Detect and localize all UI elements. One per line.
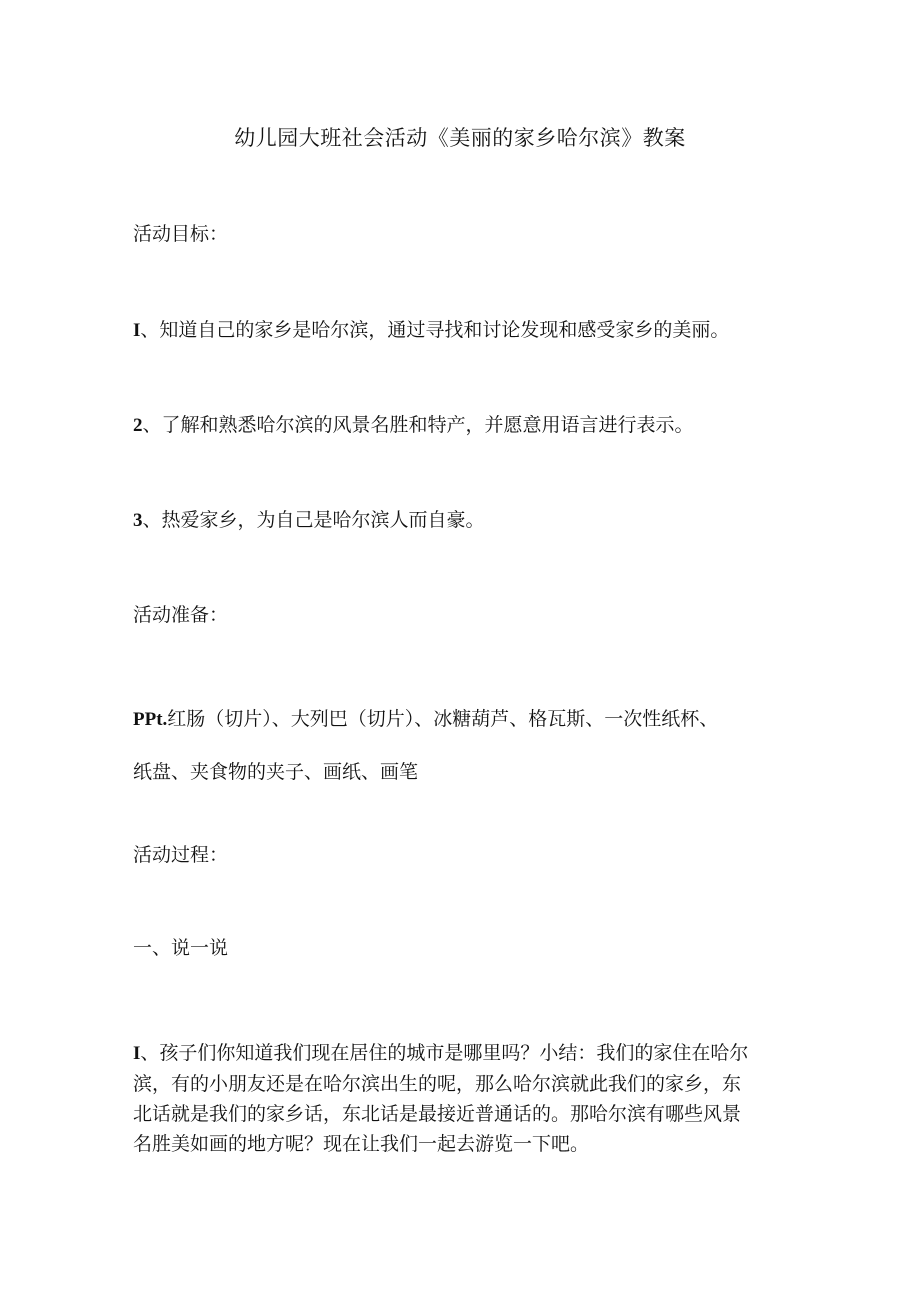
- prep-prefix: PPt.: [133, 709, 168, 730]
- process-item-1-number: I: [133, 1043, 141, 1064]
- goal-item-3: [133, 505, 793, 536]
- goal-item-2: [133, 410, 793, 441]
- process-heading: 活动过程：: [133, 844, 229, 866]
- prep-materials-line-1-text: 红肠（切片）、大列巴（切片）、冰糖葫芦、格瓦斯、一次性纸杯、: [167, 708, 719, 730]
- document-title: 幼儿园大班社会活动《美丽的家乡哈尔滨》教案: [234, 126, 686, 150]
- goal-item-2-number: 2: [133, 415, 143, 436]
- section-1-heading: 一、说一说: [133, 937, 229, 959]
- goal-item-3-text: 、热爱家乡，为自己是哈尔滨人而自豪。: [142, 509, 485, 531]
- prep-materials-line-1: [133, 693, 793, 746]
- goal-item-1-number: I: [133, 320, 141, 341]
- prep-materials-line-2: 纸盘、夹食物的夹子、画纸、画笔: [133, 761, 419, 783]
- process-item-1-line-3: 北话就是我们的家乡话，东北话是最接近普通话的。那哈尔滨有哪些风景: [133, 1103, 742, 1125]
- goal-item-1: [133, 315, 793, 346]
- goal-item-2-text: 、了解和熟悉哈尔滨的风景名胜和特产，并愿意用语言进行表示。: [142, 414, 694, 436]
- goals-heading: 活动目标：: [133, 223, 229, 245]
- process-item-1-line-1-text: 、孩子们你知道我们现在居住的城市是哪里吗？小结：我们的家住在哈尔: [140, 1042, 749, 1064]
- goal-item-3-number: 3: [133, 510, 143, 531]
- process-item-1-line-1: [133, 1038, 793, 1069]
- process-item-1-line-4: 名胜美如画的地方呢？现在让我们一起去游览一下吧。: [133, 1133, 590, 1155]
- prep-heading: 活动准备：: [133, 604, 229, 626]
- prep-materials: [133, 693, 793, 798]
- process-item-1-line-2: 滨，有的小朋友还是在哈尔滨出生的呢，那么哈尔滨就此我们的家乡，东: [133, 1073, 742, 1095]
- process-item-1: [133, 1038, 793, 1159]
- goal-item-1-text: 、知道自己的家乡是哈尔滨，通过寻找和讨论发现和感受家乡的美丽。: [140, 319, 730, 341]
